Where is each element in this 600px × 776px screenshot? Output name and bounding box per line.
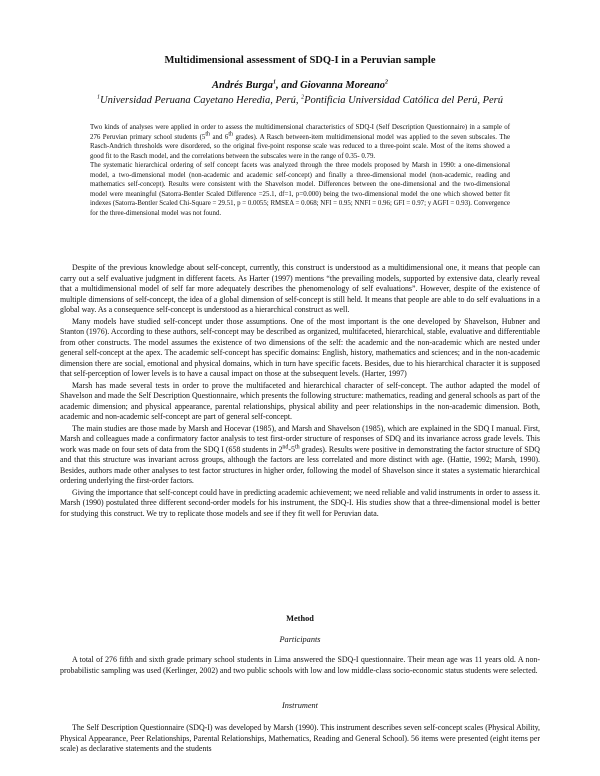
intro-paragraph-2: Many models have studied self-concept under those assumptions. One of the most important is the one developed by Shavelson, Hubner and Stanton (1976). According to these authors, self-concept may be described as organized, multifaceted, hierarchical, stable, evaluative and differentiable from other constructs. The model assumes the existence of two dimensions of the self: the academic and the non-academic which are nested under general self-concept at the apex. The academic self-concept has specific domains: English, history, mathematics and sciences; and in the non-academic dimension there are social, emotional and physical domains, which in turn have specific facets. Besides, due to his hierarchical character it is supposed that self-perception of lower levels is to have a causal impact on those at the subsequent levels. (Harter, 1997) [60, 316, 540, 378]
instrument-paragraph: The Self Description Questionnaire (SDQ-I) was developed by Marsh (1990). This instrument describes seven self-concept scales (Physical Ability, Physical Appearance, Peer Relationships, Parental Relationships, Mathematics, Reading and General School). 56 items were presented (eight items per scale) as declarative statements and the students [60, 723, 540, 753]
abstract-paragraph-2: The systematic hierarchical ordering of self concept facets was analyzed through the three models proposed by Marsh in 1990: a one-dimensional model, a two-dimensional model (non-academic and academic self-concept) and finally a three-dimensional model (non-academic, reading and mathematics self-concept). Results were consistent with the Shavelson model. Differences between the one-dimensional and the two-dimensional model were meaningful (Satorra-Bentler Scaled Difference =25.1, df=1, p=0.000) being the two-dimensional model the one which showed better fit indexes (Satorra-Bentler Scaled Chi-Square = 29.51, p = 0.0055; RMSEA = 0.068; NFI = 0.95; NNFI = 0.96; GFI = 0.97; y AGFI = 0.93). Convergence for the three-dimensional model was not found. [90, 162, 510, 217]
intro-p4-sup-1: nd [282, 443, 289, 450]
intro-paragraph-1: Despite of the previous knowledge about self-concept, currently, this construct is understood as a multidimensional one, it means that people can carry out a self evaluative judgment in different facets. As Harter (1997) mentions “the prevailing models, supported by extensive data, clearly reveal that a multidimensional model of self far more adequately describes the phenomenology of self evaluations”. However, despite of the existence of multiple dimensions of self-concept, the idea of a global dimension of self-concept is still held. It means that people are able to do self evaluations in a global way. As a consequence self-concept is understood as a hierarchical construct as well. [60, 263, 540, 314]
intro-paragraph-3: Marsh has made several tests in order to prove the multifaceted and hierarchical character of self-concept. The author adapted the model of Shavelson and made the Self Description Questionnaire, which presents the following structure: mathematics, reading and general schools as part of the academic dimension; and physical appearance, parental relationships, physical ability and peer relationships in the non-academic dimension. Both, academic and non-academic self-concept are part of general self-concept. [60, 380, 540, 421]
abstract-p1-text-c: grades). A Rasch between-item multidimensional model was applied to the seven subscales. The Rasch-Andrich thresholds were disordered, so the original five-point response scale was reduced to a three-point scale. Most of the items showed a good fit to the Rasch model, and the correlations between the subscales were in the range of 0.35- 0.79. [90, 133, 511, 160]
intro-p4-sup-2: th [294, 443, 300, 450]
participants-block [60, 655, 540, 676]
participants-heading: Participants [279, 635, 321, 644]
author-2-affil-mark: 2 [385, 79, 389, 86]
abstract-p1-sup-1: th [205, 131, 211, 138]
author-1-affil-mark: 1 [272, 79, 276, 86]
author-2: Giovanna Moreano [300, 80, 386, 91]
affiliation-line [0, 95, 600, 106]
affil-1: Universidad Peruana Cayetano Heredia, Perú, [99, 95, 302, 106]
author-separator: , and [275, 80, 301, 91]
participants-paragraph: A total of 276 fifth and sixth grade primary school students in Lima answered the SDQ-I questionnaire. Their mean age was 11 years old. A non-probabilistic sampling was used (Kerlinger, 2002) and two public schools with low and low middle-class socio-economic status students were selected. [60, 655, 540, 675]
affil-2: Pontificia Universidad Católica del Perú, Perú [304, 95, 503, 106]
instrument-heading: Instrument [282, 701, 318, 710]
abstract-p1-text-b: and 6 [210, 133, 229, 141]
affil-1-mark: 1 [96, 94, 100, 101]
abstract [90, 123, 510, 218]
intro-p4-text-c: grades). Results were positive in demonstrating the factor structure of SDQ and that this structure was invariant across groups, although the factors are less correlated and more distinct with age. (Hattie, 1992; Marsh, 1990). Besides, authors made other analyses to test factor structures in higher order, following the model of Shavelson since it states a systematic hierarchical ordering underlying the first-order factors. [60, 444, 540, 485]
method-heading: Method [286, 614, 314, 623]
intro-p4-text-a: The main studies are those made by Marsh and Hocevar (1985), and Marsh and Shavelson (1985), which are explained in the SDQ I manual. First, Marsh and colleagues made a confirmatory factor analysis to test first-order structure of responses of SDQ and its invariance across grade levels. This work was made on four sets of data from the SDQ I (658 students in 2 [60, 423, 540, 454]
author-line [0, 80, 600, 91]
intro-paragraph-4 [60, 424, 540, 487]
intro-paragraph-5: Giving the importance that self-concept could have in predicting academic achievement; we need reliable and valid instruments in order to assess it. Marsh (1990) postulated three different second-order models for his instrument, the SDQ-I. His studies show that a three-dimensional model is better for studying this construct. We try to replicate those models and see if they fit well for Peruvian data. [60, 487, 540, 518]
paper-title: Multidimensional assessment of SDQ-I in a Peruvian sample [164, 55, 436, 66]
instrument-block [60, 723, 540, 755]
intro-p4-text-b: -5 [288, 444, 295, 454]
author-1: Andrés Burga [211, 80, 273, 91]
abstract-p1-text-a: Two kinds of analyses were applied in order to assess the multidimensional characteristics of SDQ-I (Self Description Questionnaire) in a sample of 276 Peruvian primary school students (5 [90, 124, 510, 141]
introduction-body [60, 263, 540, 520]
abstract-p1-sup-2: th [228, 131, 234, 138]
abstract-paragraph-1 [90, 123, 510, 161]
affil-2-mark: 2 [301, 94, 305, 101]
